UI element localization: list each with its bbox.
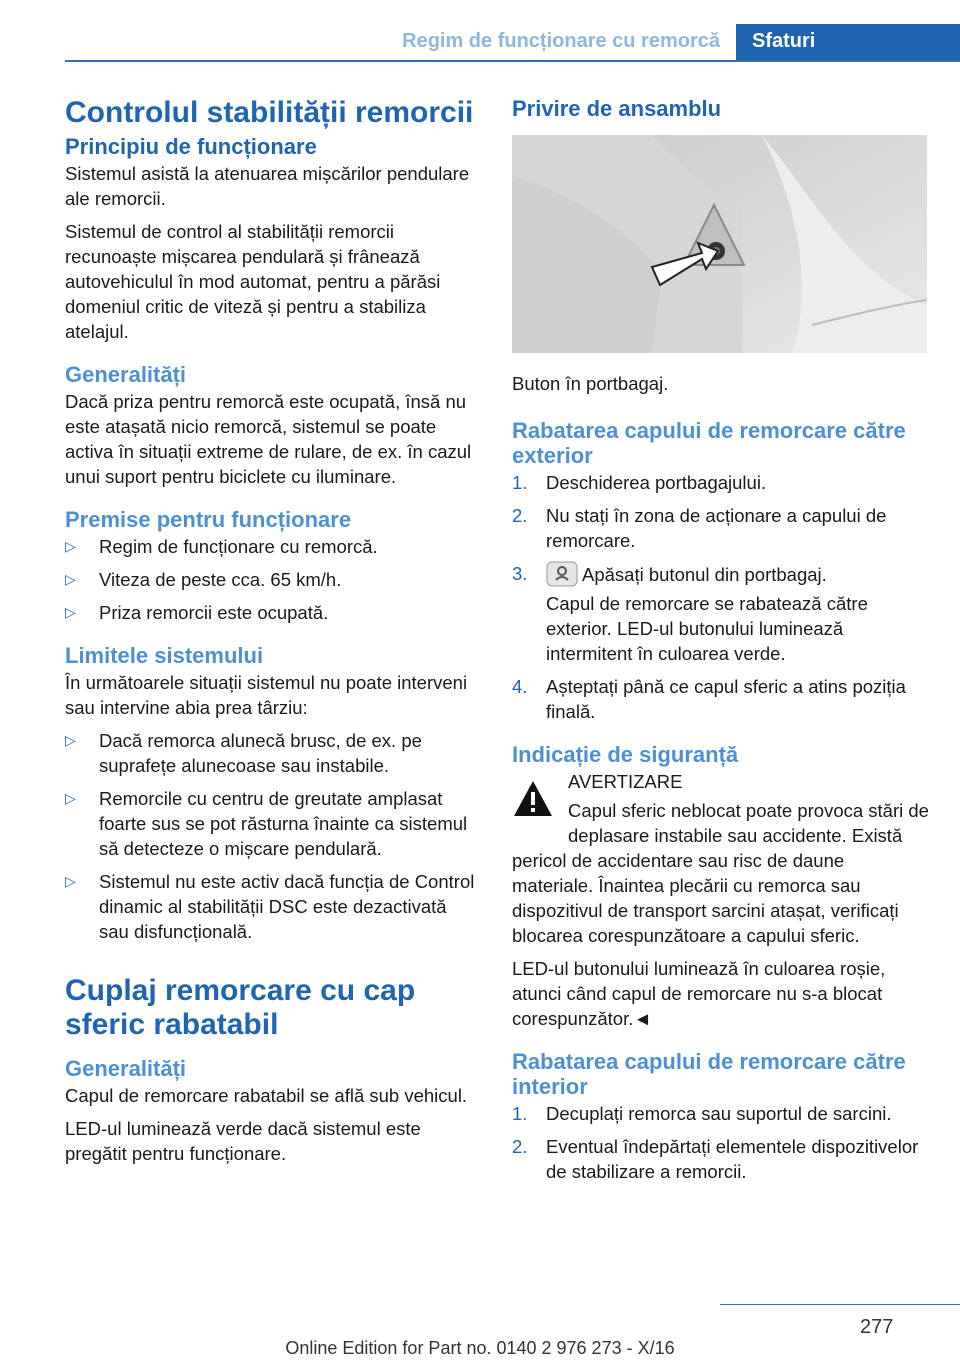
header-tab <box>736 24 960 62</box>
paragraph: Capul de remorcare rabatabil se află sub vehicul. <box>65 1085 468 1106</box>
list-item: ▷ Remorcile cu centru de greutate amplasat foarte sus se pot răsturna înainte ca sistemul să detecteze o mișcare pendulară. <box>65 788 468 859</box>
triangle-bullet-icon: ▷ <box>65 571 76 587</box>
list-item: ▷ Viteza de peste cca. 65 km/h. <box>65 569 342 590</box>
fold-in-steps <box>512 1101 930 1184</box>
paragraph: Sistemul asistă la atenuarea mișcărilor pendulare ale remorcii. <box>65 163 470 209</box>
list-item: ▷ Sistemul nu este activ dacă funcția de Control dinamic al stabilității DSC este dezactivată sau disfuncțională. <box>65 871 475 942</box>
right-column <box>512 96 930 1192</box>
header-tab-label: Sfaturi <box>752 30 816 52</box>
prerequisites-list <box>65 534 477 625</box>
heading-safety: Indicație de siguranță <box>512 742 739 767</box>
list-item: 3. Apăsați butonul din portbagaj. Capul de remorcare se rabatează către exterior. LED-ul butonului luminează intermitent în culoarea verde. <box>512 561 930 666</box>
trunk-button-photo <box>512 135 927 353</box>
warning-box <box>512 769 930 1031</box>
list-item: 2. Eventual îndepărtați elementele dispozitivelor de stabilizare a remorcii. <box>512 1136 919 1182</box>
list-item: 1. Deschiderea portbagajului. <box>512 472 767 493</box>
list-item: ▷ Priza remorcii este ocupată. <box>65 602 329 623</box>
warning-led-text: LED-ul butonului luminează în culoarea roșie, atunci când capul de remorcare nu s-a blocat corespunzător.◄ <box>512 958 886 1029</box>
warning-text: Capul sferic neblocat poate provoca stări de deplasare instabile sau accidente. Există pericol de accidentare sau risc de daune materiale. Înaintea plecării cu remorca sau dispozitivul de transport sarcini atașat, verificați blocarea corespunzătoare a capului sferic. <box>512 800 929 946</box>
step-detail: Capul de remorcare se rabatează către exterior. LED-ul butonului luminează intermitent în culoarea verde. <box>546 593 868 664</box>
limits-list <box>65 728 477 944</box>
list-item: ▷ Regim de funcționare cu remorcă. <box>65 536 378 557</box>
header-section-title: Regim de funcționare cu remorcă <box>402 30 720 52</box>
fold-out-steps <box>512 470 930 724</box>
heading-overview: Privire de ansamblu <box>512 96 722 121</box>
paragraph: LED-ul luminează verde dacă sistemul este pregătit pentru funcționare. <box>65 1118 421 1164</box>
paragraph: În următoarele situații sistemul nu poate interveni sau intervine abia prea târziu: <box>65 672 468 718</box>
edition-footer: Online Edition for Part no. 0140 2 976 273 - X/16 <box>285 1338 675 1358</box>
list-item: ▷ Dacă remorca alunecă brusc, de ex. pe suprafețe alunecoase sau instabile. <box>65 730 422 776</box>
paragraph: Sistemul de control al stabilității remorcii recunoaște mișcarea pendulară și frânează autovehiculul în mod automat, pentru a părăsi domeniul critic de viteză și pentru a stabiliza atelajul. <box>65 221 441 342</box>
header-rule <box>65 60 960 62</box>
triangle-bullet-icon: ▷ <box>65 604 76 620</box>
heading-limits: Limitele sistemului <box>65 643 264 668</box>
heading-fold-out: Rabatarea capului de remorcare către exterior <box>512 418 906 468</box>
list-item: 2. Nu stați în zona de acționare a capului de remorcare. <box>512 505 887 551</box>
heading-general-2: Generalități <box>65 1056 187 1081</box>
left-column <box>65 96 477 1174</box>
heading-fold-in: Rabatarea capului de remorcare către interior <box>512 1049 906 1099</box>
triangle-bullet-icon: ▷ <box>65 538 76 554</box>
page-number: 277 <box>860 1316 894 1338</box>
heading-stability: Controlul stabilității remorcii <box>65 96 474 129</box>
paragraph: Dacă priza pentru remorcă este ocupată, însă nu este atașată nicio remorcă, sistemul se poate activa în situații extreme de rulare, de ex. în cazul unui suport pentru biciclete cu iluminare. <box>65 391 472 487</box>
heading-towbar: Cuplaj remorcare cu cap sferic rabatabil <box>65 974 416 1041</box>
heading-principle: Principiu de funcționare <box>65 134 317 159</box>
list-item: 1. Decuplați remorca sau suportul de sarcini. <box>512 1103 892 1124</box>
triangle-bullet-icon: ▷ <box>65 732 76 748</box>
heading-prerequisites: Premise pentru funcționare <box>65 507 352 532</box>
heading-general: Generalități <box>65 362 187 387</box>
footer-rule <box>720 1304 960 1305</box>
warning-triangle-icon <box>512 779 554 819</box>
triangle-bullet-icon: ▷ <box>65 790 76 806</box>
towbar-button-icon <box>546 561 578 587</box>
warning-label: AVERTIZARE <box>568 771 683 792</box>
triangle-bullet-icon: ▷ <box>65 873 76 889</box>
figure-caption: Buton în portbagaj. <box>512 373 669 394</box>
list-item: 4. Așteptați până ce capul sferic a atins poziția finală. <box>512 676 906 722</box>
